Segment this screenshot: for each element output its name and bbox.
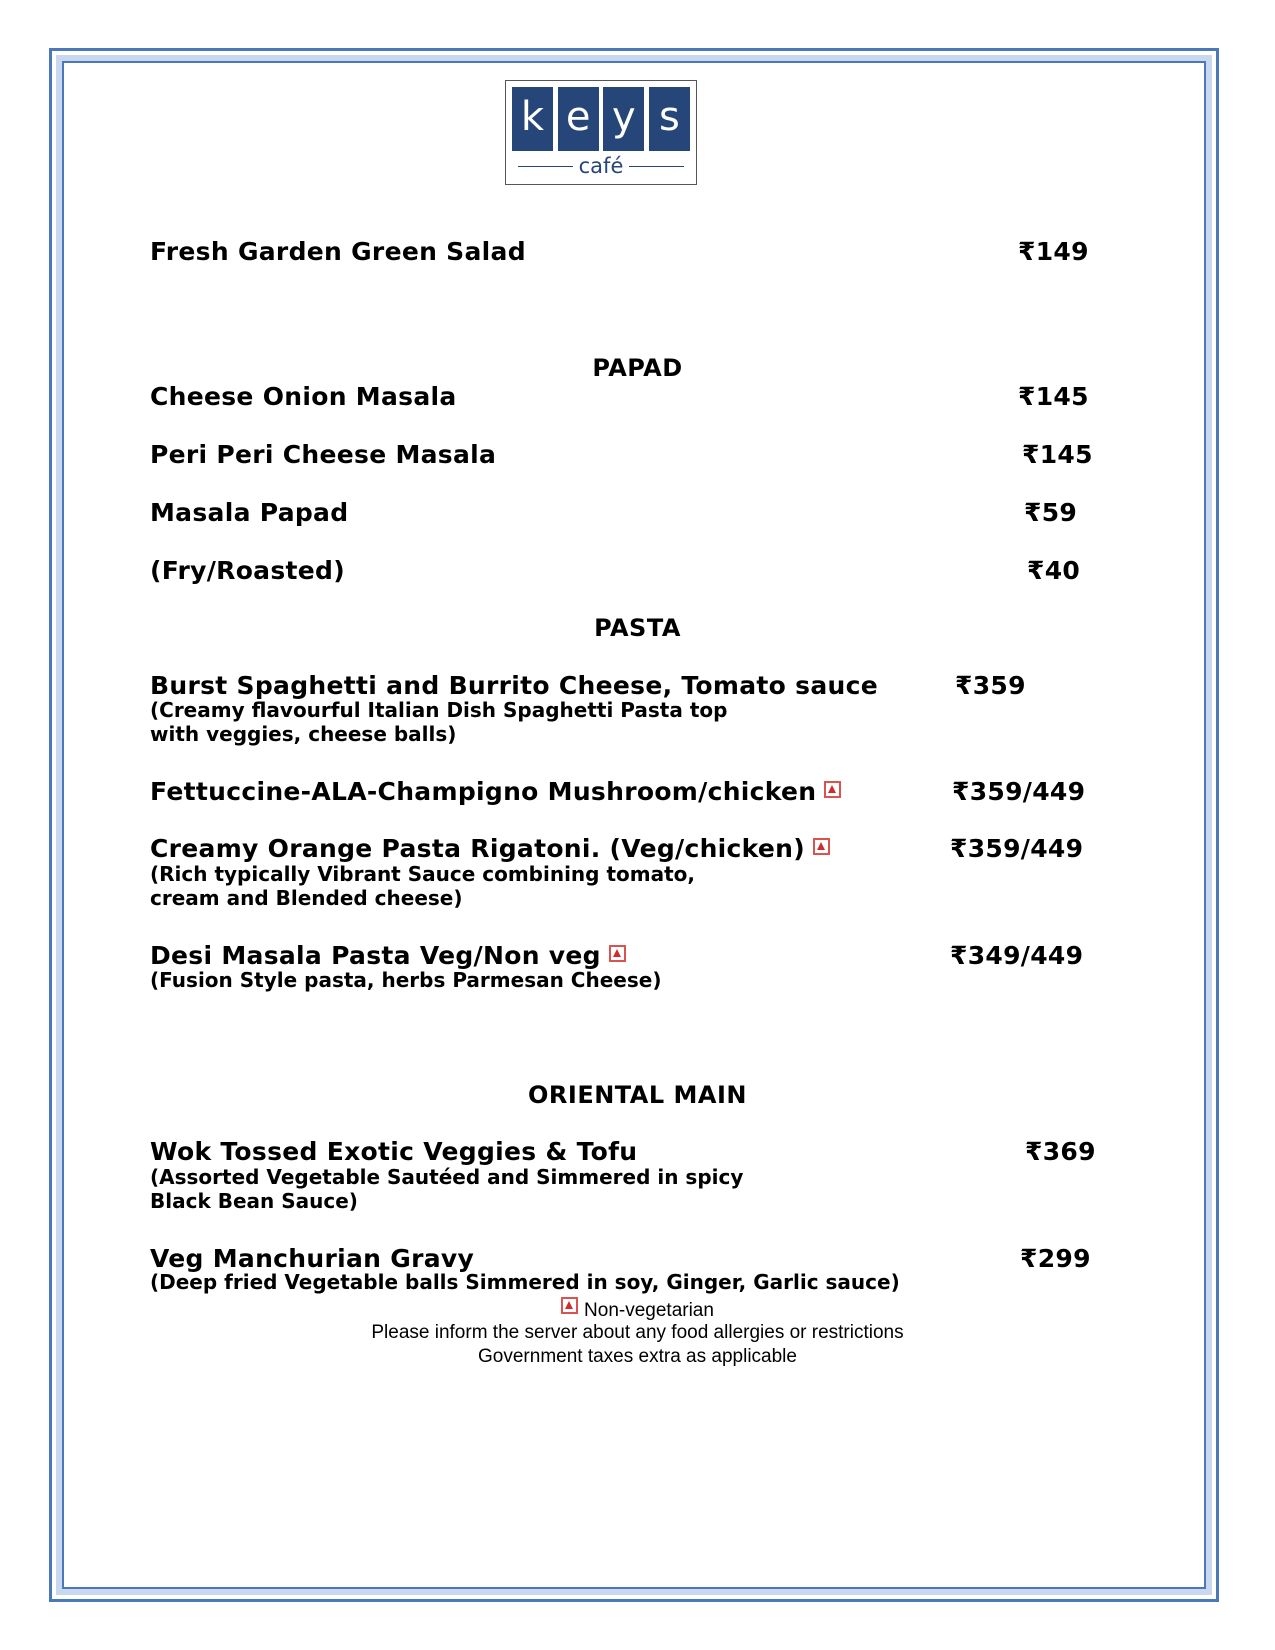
pasta-item-row [150, 777, 841, 807]
oriental-item-name: Veg Manchurian Gravy [150, 1244, 475, 1273]
pasta-item-price: ₹349/449 [950, 941, 1084, 970]
logo-letters [512, 87, 690, 151]
oriental-item-price: ₹369 [1025, 1137, 1096, 1166]
logo-rule-right [629, 166, 684, 167]
section-title-pasta: PASTA [594, 614, 681, 642]
logo-letter-y: y [603, 87, 644, 151]
papad-item-price: ₹145 [1022, 440, 1093, 469]
oriental-item-description: Black Bean Sauce) [150, 1189, 358, 1213]
non-veg-icon [609, 945, 626, 962]
pasta-item-description: cream and Blended cheese) [150, 886, 463, 910]
oriental-item-description: (Assorted Vegetable Sautéed and Simmered in spicy [150, 1165, 744, 1189]
logo-letter-e: e [558, 87, 599, 151]
tax-note: Government taxes extra as applicable [478, 1346, 797, 1367]
salad-item-name: Fresh Garden Green Salad [150, 237, 526, 266]
non-veg-icon [824, 781, 841, 798]
papad-item-name: Masala Papad [150, 498, 349, 527]
non-veg-legend [0, 1297, 1275, 1323]
allergy-note: Please inform the server about any food allergies or restrictions [371, 1322, 904, 1343]
oriental-item-name: Wok Tossed Exotic Veggies & Tofu [150, 1137, 638, 1166]
non-veg-icon [561, 1297, 578, 1314]
papad-item-price: ₹59 [1024, 498, 1078, 527]
oriental-item-description: (Deep fried Vegetable balls Simmered in soy, Ginger, Garlic sauce) [150, 1270, 900, 1294]
pasta-item-description: (Creamy flavourful Italian Dish Spaghetti Pasta top [150, 698, 728, 722]
papad-item-name: (Fry/Roasted) [150, 556, 345, 585]
papad-item-name: Peri Peri Cheese Masala [150, 440, 497, 469]
papad-item-name: Cheese Onion Masala [150, 382, 457, 411]
pasta-item-row [150, 941, 626, 971]
pasta-item-name: Fettuccine-ALA-Champigno Mushroom/chicken [150, 777, 817, 806]
logo-letter-k: k [512, 87, 553, 151]
pasta-item-price: ₹359 [955, 671, 1026, 700]
pasta-item-description: (Fusion Style pasta, herbs Parmesan Cheese) [150, 968, 662, 992]
section-title-oriental-main: ORIENTAL MAIN [528, 1081, 747, 1109]
pasta-item-description: (Rich typically Vibrant Sauce combining tomato, [150, 862, 695, 886]
logo-letter-s: s [649, 87, 690, 151]
pasta-item-name: Creamy Orange Pasta Rigatoni. (Veg/chicken) [150, 834, 805, 863]
logo-subtitle-row [512, 155, 690, 177]
pasta-item-price: ₹359/449 [952, 777, 1086, 806]
pasta-item-price: ₹359/449 [950, 834, 1084, 863]
pasta-item-row [150, 834, 830, 864]
papad-item-price: ₹145 [1018, 382, 1089, 411]
section-title-papad: PAPAD [592, 354, 683, 382]
pasta-item-name: Desi Masala Pasta Veg/Non veg [150, 941, 601, 970]
pasta-item-name: Burst Spaghetti and Burrito Cheese, Tomato sauce [150, 671, 878, 700]
keys-cafe-logo [505, 80, 697, 185]
papad-item-price: ₹40 [1027, 556, 1081, 585]
logo-rule-left [518, 166, 573, 167]
salad-item-price: ₹149 [1018, 237, 1089, 266]
oriental-item-price: ₹299 [1020, 1244, 1091, 1273]
pasta-item-description: with veggies, cheese balls) [150, 722, 457, 746]
non-veg-icon [813, 838, 830, 855]
non-veg-legend-label: Non-vegetarian [584, 1300, 714, 1321]
logo-subtitle: café [578, 154, 624, 178]
